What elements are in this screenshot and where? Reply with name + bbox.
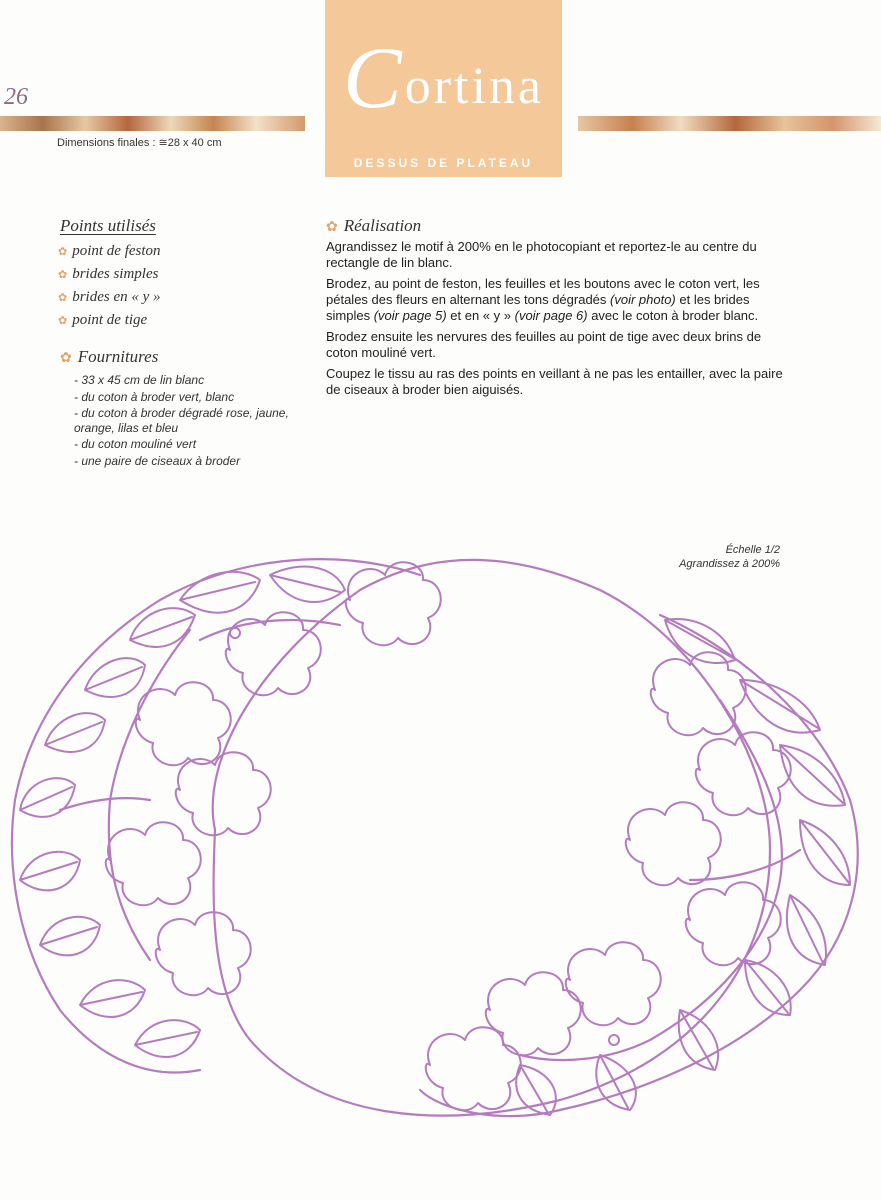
pattern-leaf xyxy=(740,680,820,733)
pattern-stem-right-inner xyxy=(690,850,800,880)
flower-icon: ✿ xyxy=(58,269,68,281)
list-item: - 33 x 45 cm de lin blanc xyxy=(74,373,205,387)
list-item: - une paire de ciseaux à broder xyxy=(74,453,241,468)
pattern-leaf xyxy=(596,1055,636,1110)
list-item: - du coton à broder vert, blanc xyxy=(74,389,235,404)
flower-icon: ✿ xyxy=(58,292,68,304)
pattern-flower xyxy=(156,912,251,995)
pattern-leaf xyxy=(787,895,826,965)
text-run-italic: (voir photo) xyxy=(610,292,676,307)
pattern-flower xyxy=(106,822,201,905)
pattern-flower xyxy=(136,682,231,765)
text-run: et les brides simples xyxy=(326,292,750,323)
pattern-center-outline xyxy=(213,560,770,1116)
stitches-heading: Points utilisés xyxy=(60,216,156,235)
pattern-leaf xyxy=(85,658,145,697)
title-rest: ortina xyxy=(404,58,544,115)
embroidery-pattern xyxy=(0,530,881,1140)
title-initial: C xyxy=(343,30,405,127)
pattern-flower xyxy=(651,652,746,735)
pattern-leaf xyxy=(80,980,145,1017)
stitches-list xyxy=(58,240,161,332)
flower-icon: ✿ xyxy=(58,246,68,258)
pattern-leaf xyxy=(665,619,735,663)
page-number: 26 xyxy=(4,84,28,110)
stitch-label: point de feston xyxy=(72,243,161,259)
flower-icon: ✿ xyxy=(58,315,68,327)
flower-icon: ✿ xyxy=(60,351,72,366)
stitch-label: brides en « y » xyxy=(72,289,161,305)
pattern-stem-left xyxy=(109,630,190,960)
pattern-flower-center xyxy=(230,628,240,638)
realisation-heading-label: Réalisation xyxy=(343,216,422,235)
pattern-flower xyxy=(426,1027,521,1110)
final-dimensions: Dimensions finales : ≅28 x 40 cm xyxy=(57,137,222,149)
list-item xyxy=(58,286,161,309)
pattern-leaf xyxy=(40,917,100,956)
pattern-leaf xyxy=(800,820,850,885)
title-box xyxy=(325,0,562,177)
text-run: et en « y » xyxy=(446,308,515,323)
pattern-leaf xyxy=(20,852,80,891)
pattern-leaf xyxy=(20,778,75,817)
supplies-list xyxy=(74,373,294,470)
pattern-flower xyxy=(176,752,271,835)
list-item: - du coton à broder dégradé rose, jaune, orange, lilas et bleu xyxy=(74,406,289,435)
realisation-paragraph-1: Agrandissez le motif à 200% en le photocopiant et reportez-le au centre du rectangle de lin blanc. xyxy=(326,239,757,270)
pattern-leaf xyxy=(745,960,791,1015)
realisation-paragraph-3: Brodez ensuite les nervures des feuilles au point de tige avec deux brins de coton mouliné vert. xyxy=(326,329,762,360)
realisation-text xyxy=(326,239,796,403)
list-item xyxy=(58,263,161,286)
pattern-outer-right xyxy=(420,615,858,1116)
pattern-leaf xyxy=(270,567,345,602)
list-item xyxy=(58,240,161,263)
pattern-leaf xyxy=(45,713,105,752)
pattern-leaf xyxy=(135,1020,200,1057)
page-subtitle: DESSUS DE PLATEAU xyxy=(353,156,534,170)
text-run-italic: (voir page 6) xyxy=(514,308,588,323)
text-run-italic: (voir page 5) xyxy=(373,308,447,323)
pattern-stem-left-inner xyxy=(60,798,150,810)
pattern-leaf xyxy=(180,572,260,613)
scale-line-1: Échelle 1/2 xyxy=(725,544,780,556)
stitch-label: brides simples xyxy=(72,266,159,282)
list-item xyxy=(58,309,161,332)
pattern-outer-left xyxy=(12,559,420,1072)
decorative-band-right xyxy=(578,116,881,131)
realisation-paragraph-4: Coupez le tissu au ras des points en veillant à ne pas les entailler, avec la paire de ciseaux à broder bien aiguisés. xyxy=(326,366,783,397)
realisation-paragraph-2 xyxy=(326,276,796,324)
scale-line-2: Agrandissez à 200% xyxy=(679,558,780,570)
list-item: - du coton mouliné vert xyxy=(74,437,197,451)
stitch-label: point de tige xyxy=(72,312,148,328)
page-title xyxy=(325,28,562,129)
pattern-flower xyxy=(626,802,721,885)
realisation-heading xyxy=(326,216,421,236)
flower-icon: ✿ xyxy=(326,220,338,235)
supplies-heading-label: Fournitures xyxy=(77,347,159,366)
supplies-heading xyxy=(60,347,158,367)
text-run: avec le coton à broder blanc. xyxy=(587,308,759,323)
pattern-flower-center xyxy=(609,1035,619,1045)
text-run: Brodez, au point de feston, les feuilles et les boutons avec le coton vert, les pétales des fleurs en alternant les tons dégradés xyxy=(326,276,760,307)
decorative-band-left xyxy=(0,116,305,131)
